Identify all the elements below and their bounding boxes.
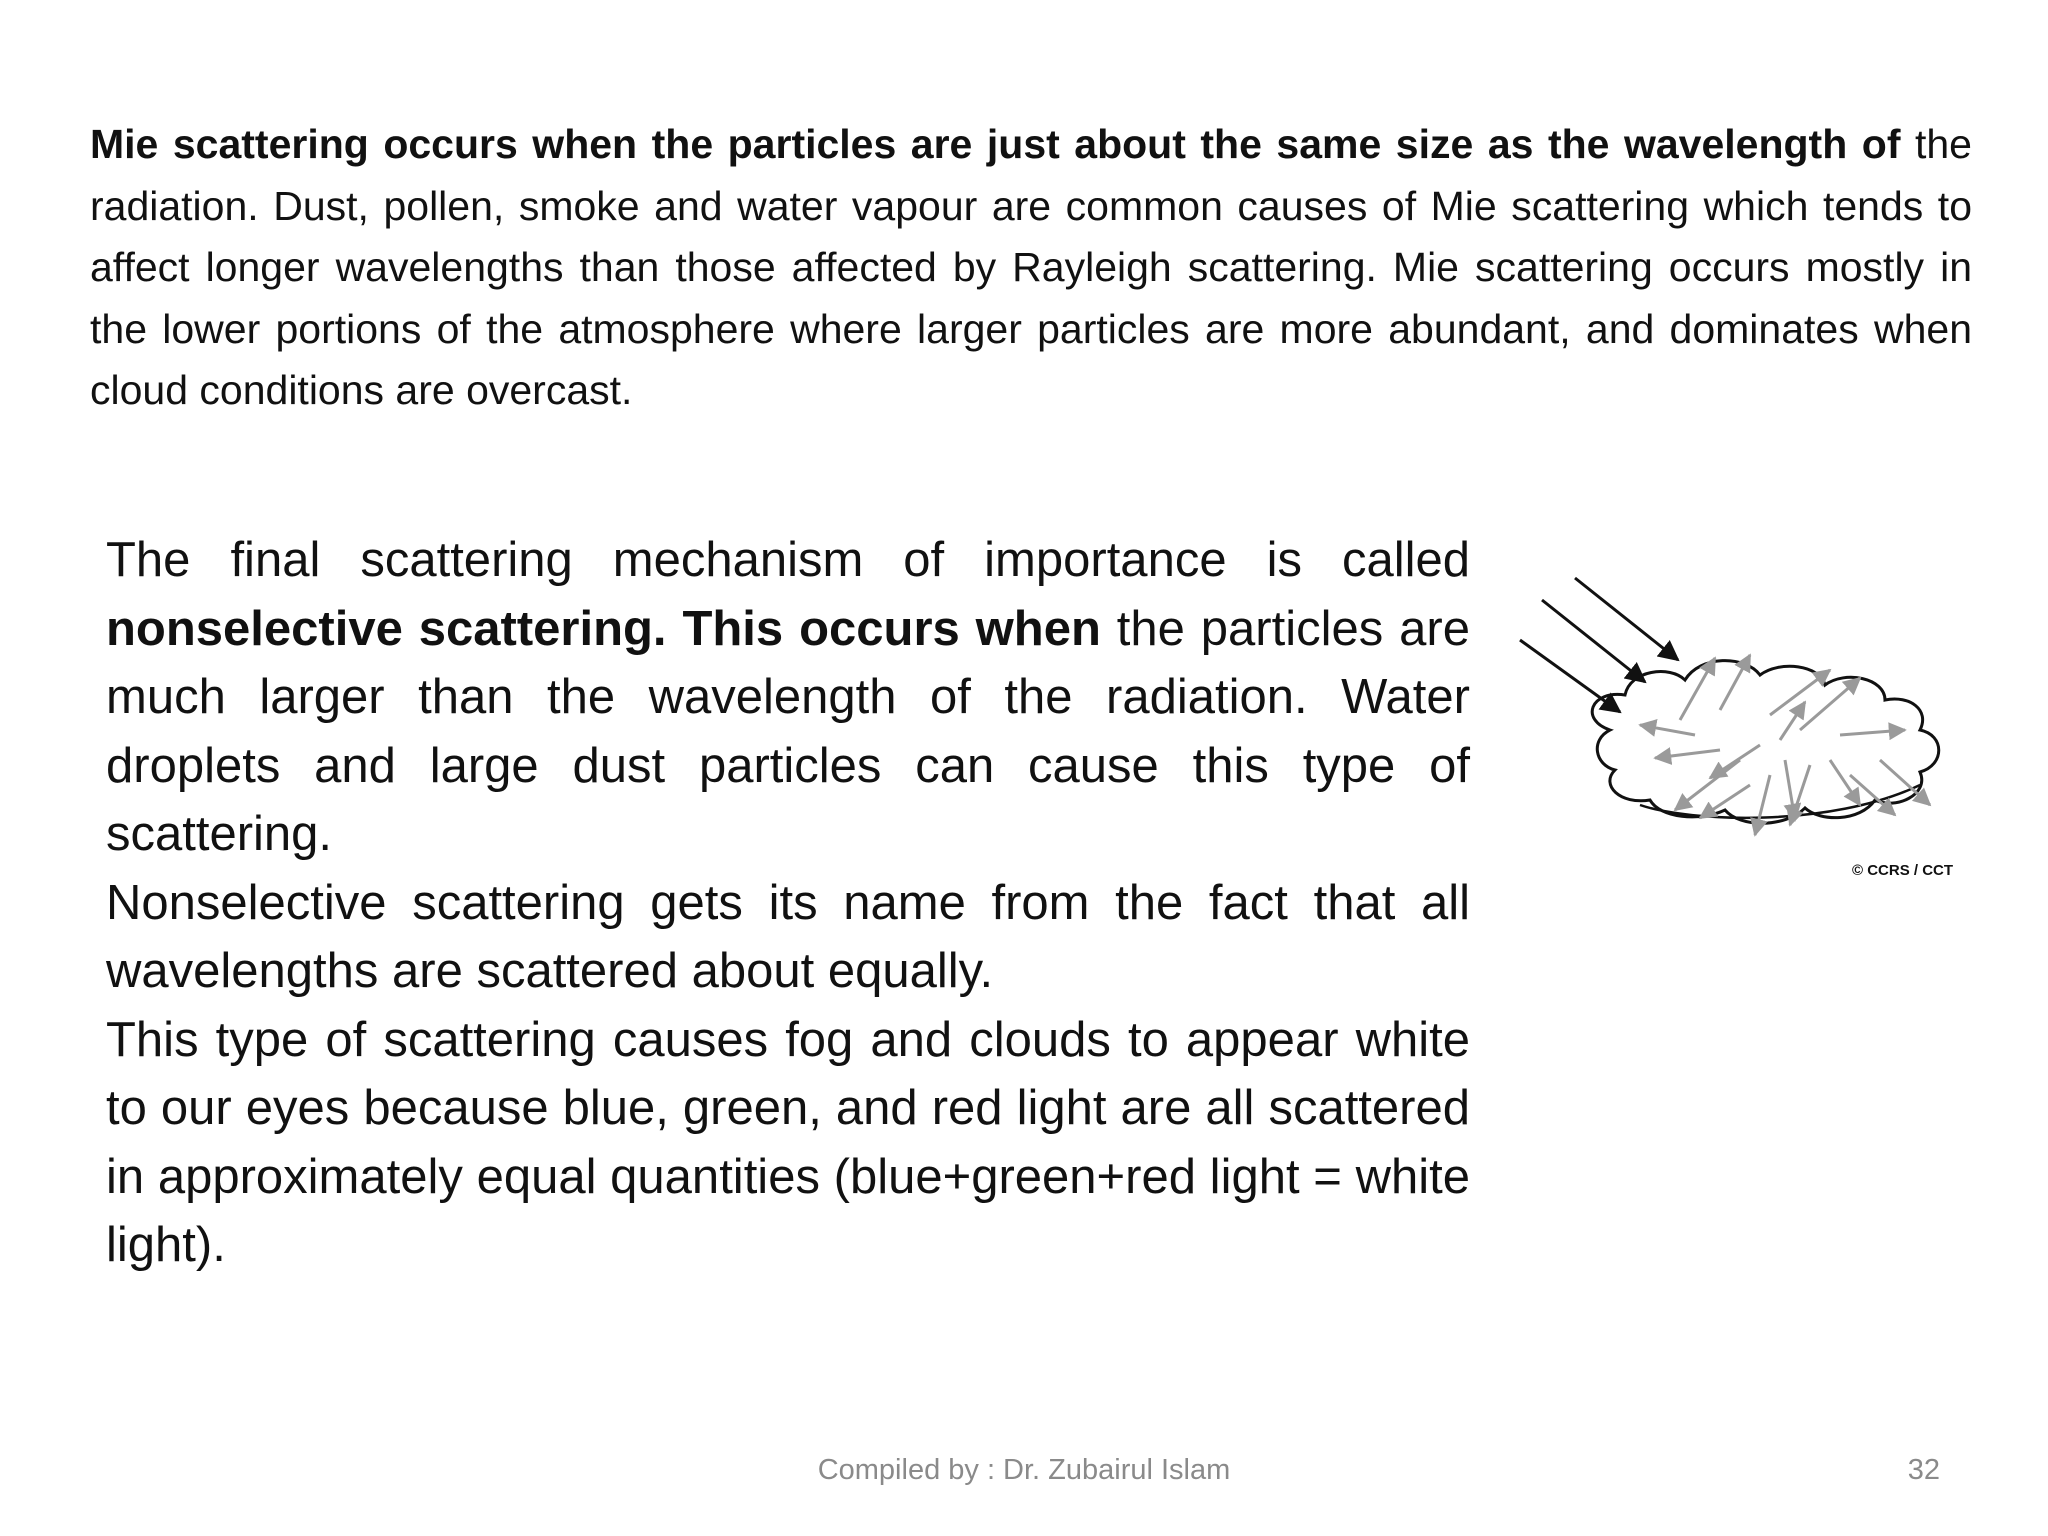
nonselective-intro-paragraph: [106, 526, 1470, 869]
mie-paragraph-rest: the radiation. Dust, pollen, smoke and water vapour are common causes of Mie scattering which tends to affect longer wavelengths than those affected by Rayleigh scattering. Mie scattering occurs mostly in the lower portions of the atmosphere where larger particles are more abundant, and dominates when cloud conditions are overcast.: [90, 121, 1972, 413]
nonselective-scattering-section: [106, 526, 1470, 1280]
page-number: 32: [1907, 1454, 1940, 1486]
mie-bold-lead: Mie scattering occurs when the particles are just about the same size as the wavelength of: [90, 121, 1901, 167]
cloud-scattering-illustration: [1500, 560, 1980, 880]
footer-credit: Compiled by : Dr. Zubairul Islam: [817, 1454, 1231, 1486]
nonselective-name-paragraph: Nonselective scattering gets its name from the fact that all wavelengths are scattered about equally.: [106, 875, 1470, 998]
nonselective-bold-term: nonselective scattering. This occurs when: [106, 601, 1101, 656]
mie-scattering-paragraph: [90, 114, 1972, 422]
nonselective-intro-end: the particles are much larger than the wavelength of the radiation. Water droplets and large dust particles can cause this type of scattering.: [106, 601, 1470, 861]
nonselective-intro-start: The final scattering mechanism of importance is called: [106, 533, 1470, 587]
figure-copyright: © CCRS / CCT: [1852, 862, 1954, 879]
nonselective-white-paragraph: This type of scattering causes fog and clouds to appear white to our eyes because blue, green, and red light are all scattered in approximately equal quantities (blue+green+red light = white light).: [106, 1012, 1470, 1272]
